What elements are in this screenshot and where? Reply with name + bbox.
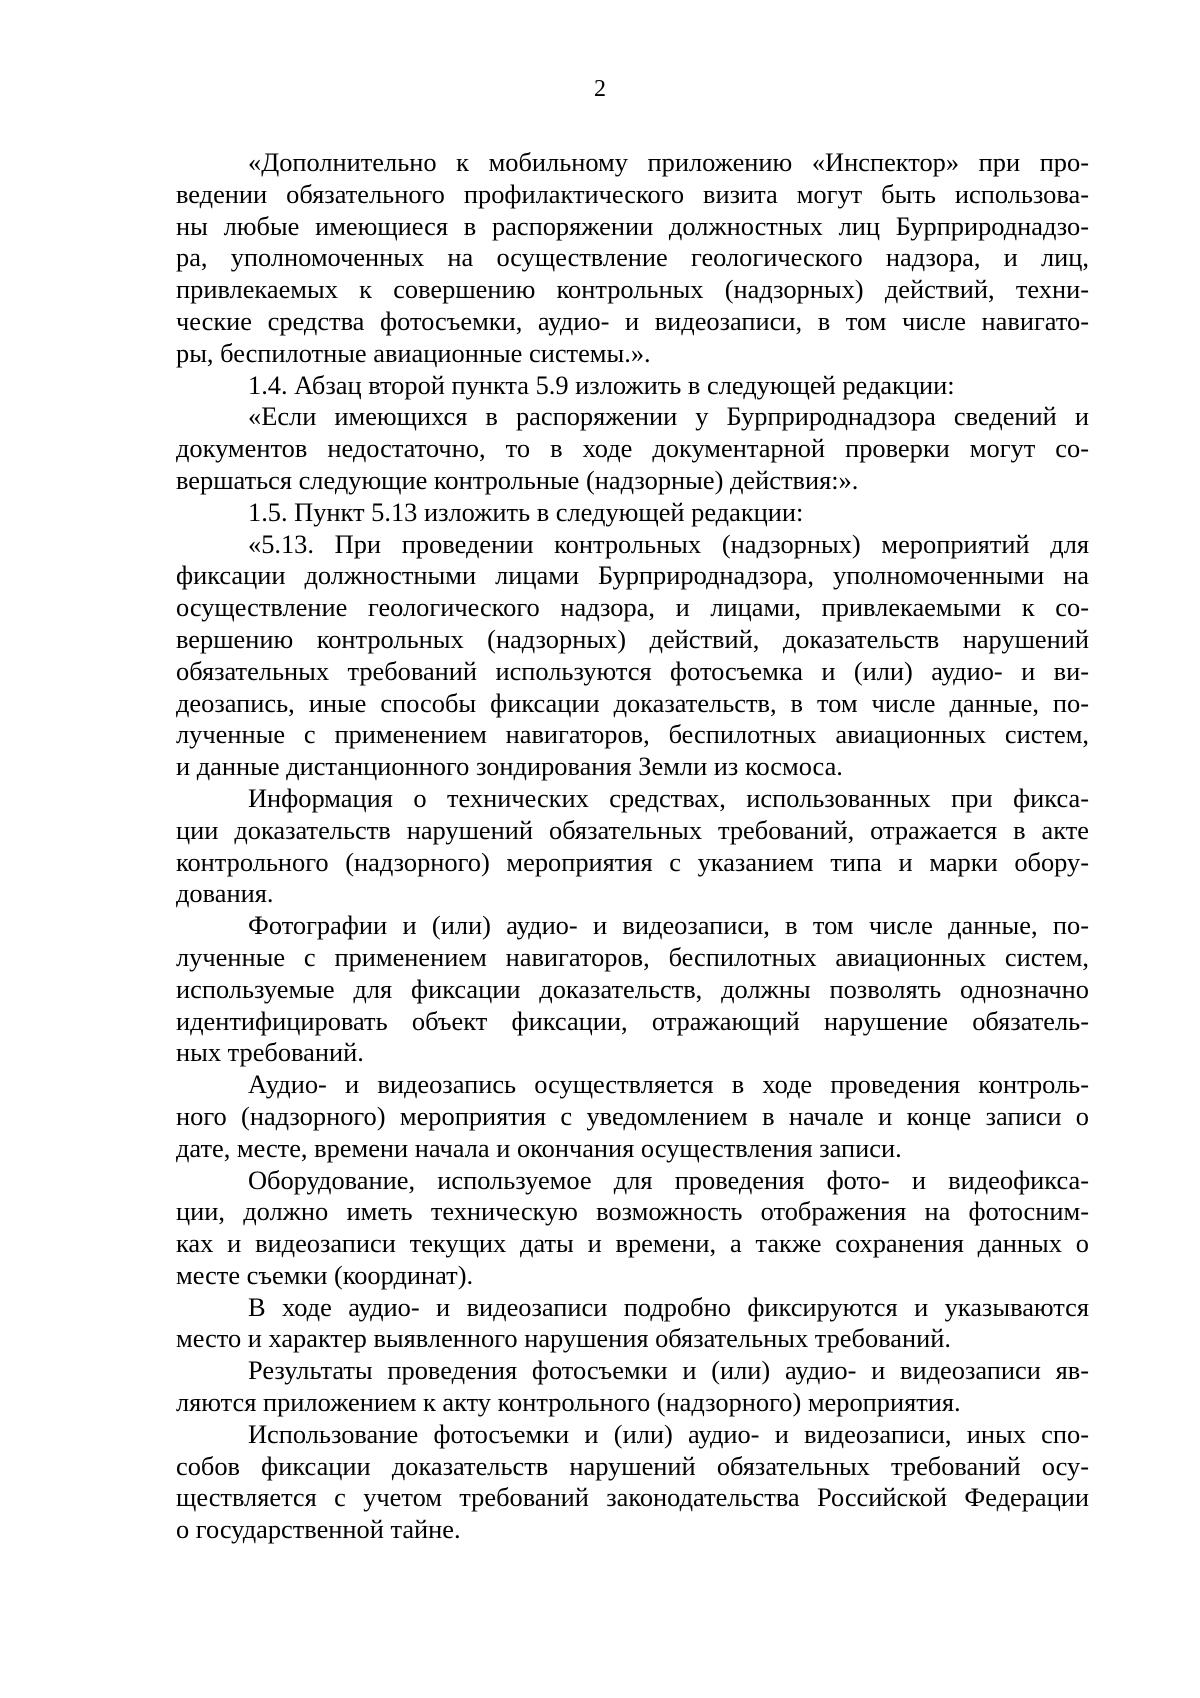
paragraph-line: ческие средства фотосъемки, аудио- и видеозаписи, в том числе навигато- <box>176 305 1089 336</box>
paragraph-line: Аудио- и видеозапись осуществляется в ходе проведения контроль- <box>248 1069 1089 1100</box>
paragraph-line: ра, уполномоченных на осуществление геологического надзора, и лиц, <box>176 242 1089 273</box>
paragraph-line: ны любые имеющиеся в распоряжении должностных лиц Бурприроднадзо- <box>176 210 1089 241</box>
paragraph <box>176 1419 1089 1546</box>
paragraph-line: вершаться следующие контрольные (надзорные) действия:». <box>176 464 859 495</box>
paragraph-line: Фотографии и (или) аудио- и видеозаписи, в том числе данные, по- <box>248 910 1089 941</box>
paragraph <box>176 401 1089 496</box>
paragraph-line: 1.5. Пункт 5.13 изложить в следующей редакции: <box>248 496 804 527</box>
paragraph <box>176 1165 1089 1292</box>
paragraph <box>176 910 1089 1069</box>
paragraph <box>176 783 1089 910</box>
paragraph-line: дования. <box>176 878 274 909</box>
paragraph-line: дате, месте, времени начала и окончания осуществления записи. <box>176 1132 902 1163</box>
paragraph-line: ры, беспилотные авиационные системы.». <box>176 337 651 368</box>
paragraph-line: идентифицировать объект фиксации, отражающий нарушение обязатель- <box>176 1005 1089 1036</box>
paragraph <box>176 1069 1089 1164</box>
paragraph-line: ных требований. <box>176 1037 364 1068</box>
paragraph-line: Информация о технических средствах, использованных при фикса- <box>248 782 1089 813</box>
paragraph-line: осуществление геологического надзора, и лицами, привлекаемыми к со- <box>176 592 1089 623</box>
paragraph <box>176 529 1089 783</box>
paragraph-line: ках и видеозаписи текущих даты и времени, а также сохранения данных о <box>176 1228 1089 1259</box>
paragraph-line: месте съемки (координат). <box>176 1259 474 1290</box>
paragraph-line: контрольного (надзорного) мероприятия с указанием типа и марки обору- <box>176 846 1089 877</box>
paragraph-line: 1.4. Абзац второй пункта 5.9 изложить в следующей редакции: <box>248 369 955 400</box>
paragraph-line: деозапись, иные способы фиксации доказательств, в том числе данные, по- <box>176 687 1089 718</box>
paragraph-line: о государственной тайне. <box>176 1514 461 1545</box>
paragraph-line: обязательных требований используются фотосъемка и (или) аудио- и ви- <box>176 655 1089 686</box>
paragraph <box>176 497 1089 529</box>
paragraph-line: и данные дистанционного зондирования Земли из космоса. <box>176 751 843 782</box>
paragraph-line: лученные с применением навигаторов, беспилотных авиационных систем, <box>176 719 1089 750</box>
paragraph-line: используемые для фиксации доказательств, должны позволять однозначно <box>176 973 1089 1004</box>
paragraph-line: ции доказательств нарушений обязательных требований, отражается в акте <box>176 814 1089 845</box>
paragraph <box>176 1355 1089 1419</box>
paragraph-line: «5.13. При проведении контрольных (надзорных) мероприятий для <box>248 528 1089 559</box>
paragraph-line: привлекаемых к совершению контрольных (надзорных) действий, техни- <box>176 274 1089 305</box>
document-body <box>176 147 1089 1546</box>
paragraph <box>176 370 1089 402</box>
paragraph-line: Использование фотосъемки и (или) аудио- и видеозаписи, иных спо- <box>248 1418 1089 1449</box>
page-number: 2 <box>594 76 606 102</box>
paragraph-line: «Если имеющихся в распоряжении у Бурприроднадзора сведений и <box>248 401 1089 432</box>
paragraph-line: Результаты проведения фотосъемки и (или) аудио- и видеозаписи яв- <box>248 1355 1089 1386</box>
paragraph <box>176 147 1089 370</box>
paragraph-line: В ходе аудио- и видеозаписи подробно фиксируются и указываются <box>248 1291 1089 1322</box>
paragraph-line: ляются приложением к акту контрольного (надзорного) мероприятия. <box>176 1387 961 1418</box>
paragraph-line: «Дополнительно к мобильному приложению «Инспектор» при про- <box>248 147 1089 177</box>
paragraph-line: фиксации должностными лицами Бурприроднадзора, уполномоченными на <box>176 560 1089 591</box>
paragraph-line: вершению контрольных (надзорных) действий, доказательств нарушений <box>176 623 1089 654</box>
paragraph-line: ществляется с учетом требований законодательства Российской Федерации <box>176 1482 1089 1513</box>
paragraph-line: Оборудование, используемое для проведения фото- и видеофикса- <box>248 1164 1089 1195</box>
paragraph-line: собов фиксации доказательств нарушений обязательных требований осу- <box>176 1450 1089 1481</box>
paragraph-line: ного (надзорного) мероприятия с уведомлением в начале и конце записи о <box>176 1100 1089 1131</box>
paragraph-line: документов недостаточно, то в ходе документарной проверки могут со- <box>176 433 1089 464</box>
paragraph-line: ции, должно иметь техническую возможность отображения на фотосним- <box>176 1196 1089 1227</box>
paragraph <box>176 1292 1089 1356</box>
paragraph-line: лученные с применением навигаторов, беспилотных авиационных систем, <box>176 941 1089 972</box>
paragraph-line: ведении обязательного профилактического визита могут быть использова- <box>176 178 1089 209</box>
paragraph-line: место и характер выявленного нарушения обязательных требований. <box>176 1323 951 1354</box>
